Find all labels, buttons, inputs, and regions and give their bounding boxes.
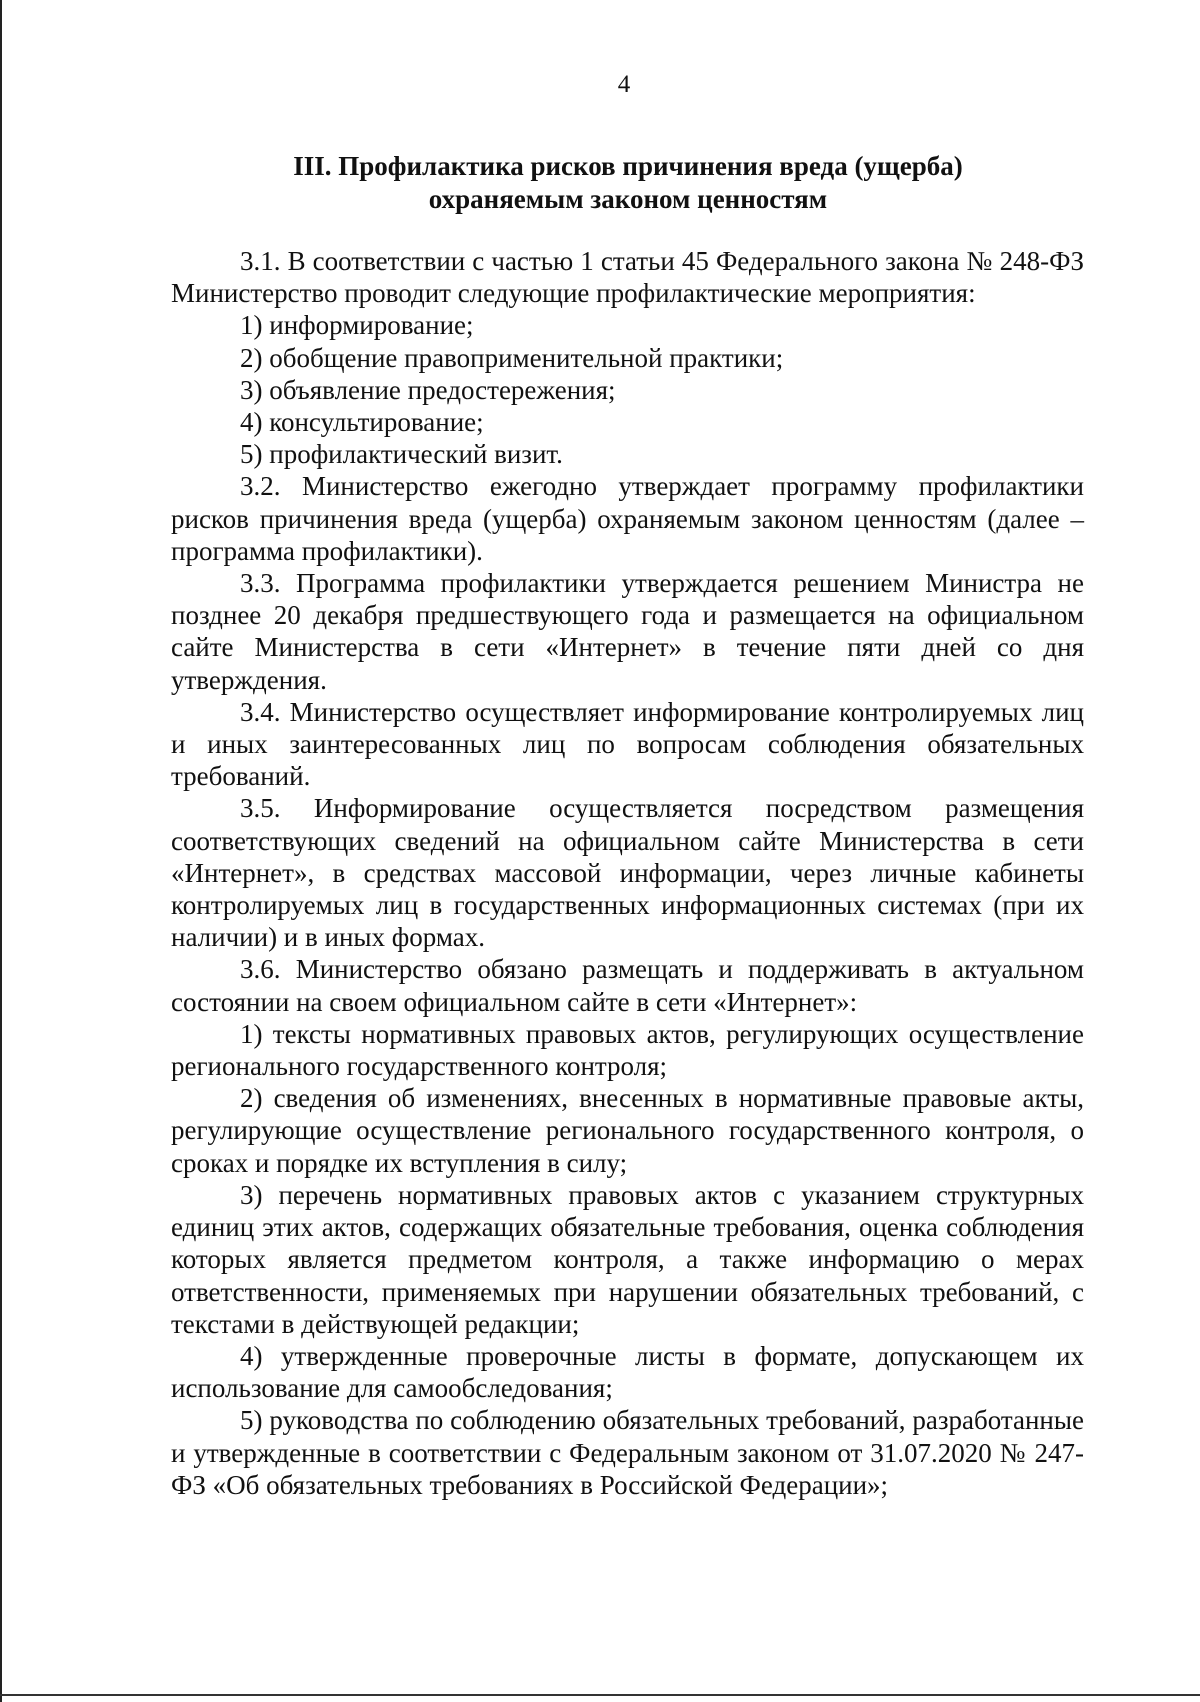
subitem-5-guidelines: 5) руководства по соблюдению обязательных требований, разработанные и утвержденные в соответствии с Федеральным законом от 31.07.2020 № 247-ФЗ «Об обязательных требованиях в Российской Федерации»;: [171, 1405, 1084, 1500]
paragraph-3-4: 3.4. Министерство осуществляет информирование контролируемых лиц и иных заинтересованных лиц по вопросам соблюдения обязательных требований.: [171, 696, 1084, 792]
subitem-1-legal-texts: 1) тексты нормативных правовых актов, регулирующих осуществление регионального государственного контроля;: [171, 1018, 1084, 1082]
list-item-consulting: 4) консультирование;: [240, 407, 484, 438]
document-body: [171, 245, 1084, 1501]
subitem-4-checklists: 4) утвержденные проверочные листы в формате, допускающем их использование для самообследования;: [171, 1340, 1084, 1404]
scan-edge-left: [0, 0, 2, 1702]
paragraph-3-3: 3.3. Программа профилактики утверждается решением Министра не позднее 20 декабря предшествующего года и размещается на официальном сайте Министерства в сети «Интернет» в течение пяти дней со дня утверждения.: [171, 568, 1084, 695]
paragraph-3-2: 3.2. Министерство ежегодно утверждает программу профилактики рисков причинения вреда (ущерба) охраняемым законом ценностям (далее – программа профилактики).: [171, 471, 1084, 566]
list-item-practice-summary: 2) обобщение правоприменительной практики;: [240, 342, 784, 373]
section-heading: [170, 150, 1086, 216]
scan-edge-bottom: [0, 1694, 1200, 1696]
subitem-3-acts-list: 3) перечень нормативных правовых актов с указанием структурных единиц этих актов, содержащих обязательные требования, оценка соблюдения которых является предметом контроля, а также информацию о мерах ответственности, применяемых при нарушении обязательных требований, с текстами в действующей редакции;: [171, 1179, 1084, 1339]
page-number: 4: [617, 71, 631, 98]
subitem-2-changes: 2) сведения об изменениях, внесенных в нормативные правовые акты, регулирующие осуществление регионального государственного контроля, о сроках и порядке их вступления в силу;: [171, 1083, 1084, 1178]
section-heading-line-2: охраняемым законом ценностям: [428, 184, 828, 214]
section-heading-line-1: III. Профилактика рисков причинения вреда (ущерба): [293, 151, 963, 181]
paragraph-3-1: 3.1. В соответствии с частью 1 статьи 45 Федерального закона № 248-ФЗ Министерство проводит следующие профилактические мероприятия:: [171, 246, 1084, 309]
paragraph-3-5: 3.5. Информирование осуществляется посредством размещения соответствующих сведений на официальном сайте Министерства в сети «Интернет», в средствах массовой информации, через личные кабинеты контролируемых лиц в государственных информационных системах (при их наличии) и в иных формах.: [171, 793, 1084, 953]
list-item-informing: 1) информирование;: [240, 310, 474, 341]
paragraph-3-6: 3.6. Министерство обязано размещать и поддерживать в актуальном состоянии на своем официальном сайте в сети «Интернет»:: [171, 954, 1084, 1017]
list-item-warning: 3) объявление предостережения;: [240, 374, 616, 405]
list-item-preventive-visit: 5) профилактический визит.: [240, 439, 563, 470]
